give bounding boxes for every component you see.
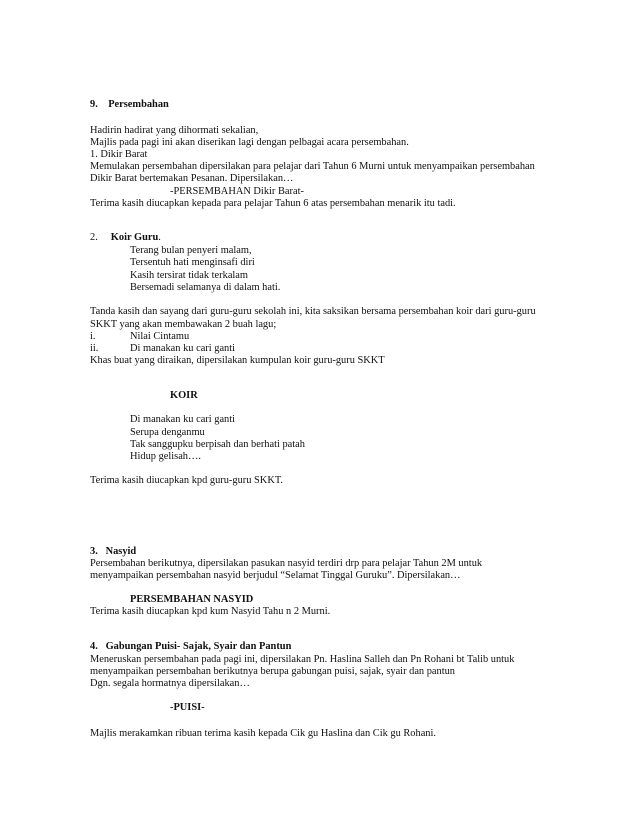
section-9-title: Persembahan: [108, 99, 169, 110]
s9-line-1: Hadirin hadirat yang dihormati sekalian,: [90, 125, 259, 136]
s9-line-4: Memulakan persembahan dipersilakan para pelajar dari Tahun 6 Murni untuk menyampaikan persembahan: [90, 161, 535, 172]
section-2-title-period: .: [158, 232, 161, 243]
song-2-number: ii.: [90, 343, 99, 354]
koir-line-3: Tak sanggupku berpisah dan berhati patah: [130, 439, 305, 450]
koir-line-4: Hidup gelisah….: [130, 451, 201, 462]
verse-line-4: Bersemadi selamanya di dalam hati.: [130, 282, 281, 293]
s4-line-3: Dgn. segala hormatnya dipersilakan…: [90, 678, 250, 689]
section-4-number: 4.: [90, 641, 98, 652]
verse-line-1: Terang bulan penyeri malam,: [130, 245, 252, 256]
section-9-number: 9.: [90, 99, 98, 110]
s3-performance-label: PERSEMBAHAN NASYID: [130, 594, 254, 605]
koir-line-1: Di manakan ku cari ganti: [130, 414, 236, 425]
verse-line-2: Tersentuh hati menginsafi diri: [130, 257, 255, 268]
section-3-heading: [90, 546, 136, 558]
section-2-title: Koir Guru: [110, 232, 159, 243]
s9-performance-label: -PERSEMBAHAN Dikir Barat-: [170, 186, 304, 197]
koir-label: KOIR: [170, 390, 198, 401]
s4-line-2: menyampaikan persembahan berikutnya berupa gabungan puisi, sajak, syair dan pantun: [90, 666, 456, 677]
s4-thanks: Majlis merakamkan ribuan terima kasih kepada Cik gu Haslina dan Cik gu Rohani.: [90, 728, 436, 739]
s9-line-5: Dikir Barat bertemakan Pesanan. Dipersilakan…: [90, 173, 294, 184]
s9-line-3: 1. Dikir Barat: [90, 149, 148, 160]
section-4-title: Gabungan Puisi- Sajak, Syair dan Pantun: [105, 641, 292, 652]
s3-line-2: menyampaikan persembahan nasyid berjudul “Selamat Tinggal Guruku”. Dipersilakan…: [90, 570, 461, 581]
s2-invite: Khas buat yang diraikan, dipersilakan kumpulan koir guru-guru SKKT: [90, 355, 385, 366]
s2-intro-line-2: SKKT yang akan membawakan 2 buah lagu;: [90, 319, 277, 330]
section-9-heading: [90, 99, 169, 111]
s4-line-1: Meneruskan persembahan pada pagi ini, dipersilakan Pn. Haslina Salleh dan Pn Rohani bt Talib untuk: [90, 654, 515, 665]
s9-line-2: Majlis pada pagi ini akan diserikan lagi dengan pelbagai acara persembahan.: [90, 137, 409, 148]
section-2-heading: [90, 232, 161, 244]
s4-performance-label: -PUISI-: [170, 702, 205, 713]
song-1-number: i.: [90, 331, 96, 342]
song-1-title: Nilai Cintamu: [130, 331, 190, 342]
s2-thanks: Terima kasih diucapkan kpd guru-guru SKKT.: [90, 475, 283, 486]
section-4-heading: [90, 641, 291, 653]
s3-line-1: Persembahan berikutnya, dipersilakan pasukan nasyid terdiri drp para pelajar Tahun 2M untuk: [90, 558, 483, 569]
s3-thanks: Terima kasih diucapkan kpd kum Nasyid Tahu n 2 Murni.: [90, 606, 331, 617]
koir-line-2: Serupa denganmu: [130, 427, 205, 438]
section-2-number: 2.: [90, 232, 98, 243]
song-2-title: Di manakan ku cari ganti: [130, 343, 236, 354]
s2-intro-line-1: Tanda kasih dan sayang dari guru-guru sekolah ini, kita saksikan bersama persembahan koir dari guru-guru: [90, 306, 536, 317]
verse-line-3: Kasih tersirat tidak terkalam: [130, 270, 249, 281]
s9-thanks: Terima kasih diucapkan kepada para pelajar Tahun 6 atas persembahan menarik itu tadi.: [90, 198, 456, 209]
section-3-title: Nasyid: [105, 546, 137, 557]
section-3-number: 3.: [90, 546, 98, 557]
